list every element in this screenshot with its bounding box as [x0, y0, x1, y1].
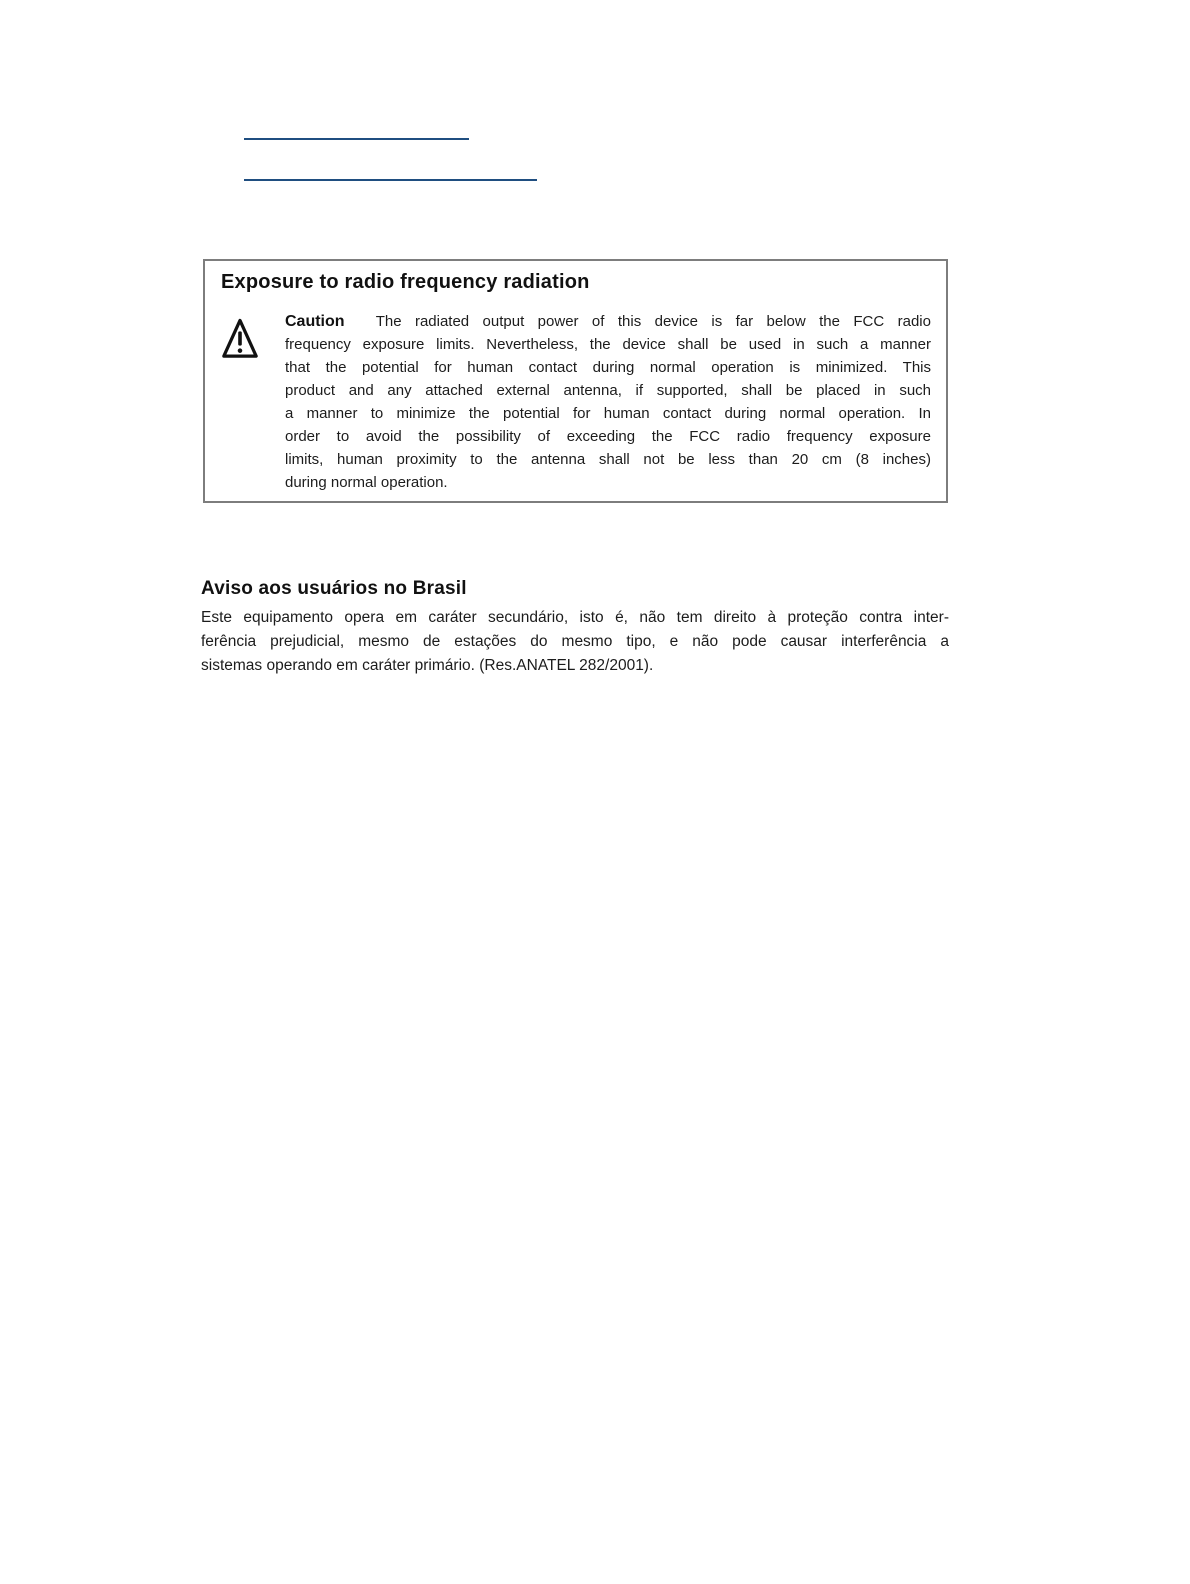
- caution-line: a manner to minimize the potential for human contact during normal operation. In: [285, 405, 931, 422]
- caution-line: product and any attached external antenna, if supported, shall be placed in such: [285, 382, 931, 399]
- caution-paragraph: [285, 310, 931, 494]
- caution-line: limits, human proximity to the antenna shall not be less than 20 cm (8 inches): [285, 451, 931, 468]
- caution-label: Caution: [285, 313, 345, 330]
- brazil-section-title: Aviso aos usuários no Brasil: [201, 578, 467, 599]
- brazil-paragraph: [201, 606, 949, 678]
- exposure-caution-box: [203, 259, 948, 503]
- caution-line: frequency exposure limits. Nevertheless, the device shall be used in such a manner: [285, 336, 931, 353]
- brazil-line: Este equipamento opera em caráter secundário, isto é, não tem direito à proteção contra inter-: [201, 609, 949, 626]
- caution-line: [285, 310, 931, 333]
- caution-line: order to avoid the possibility of exceeding the FCC radio frequency exposure: [285, 428, 931, 445]
- brazil-line: sistemas operando em caráter primário. (Res.ANATEL 282/2001).: [201, 657, 654, 674]
- hyperlink-underline-2[interactable]: [244, 179, 537, 181]
- warning-triangle-icon: [221, 317, 259, 361]
- caution-line-text: The radiated output power of this device is far below the FCC radio: [375, 313, 931, 330]
- exposure-box-title: Exposure to radio frequency radiation: [221, 271, 590, 293]
- caution-line: during normal operation.: [285, 474, 448, 491]
- hyperlink-underline-1[interactable]: [244, 138, 469, 140]
- brazil-line: ferência prejudicial, mesmo de estações do mesmo tipo, e não pode causar interferência a: [201, 633, 949, 650]
- caution-line: that the potential for human contact during normal operation is minimized. This: [285, 359, 931, 376]
